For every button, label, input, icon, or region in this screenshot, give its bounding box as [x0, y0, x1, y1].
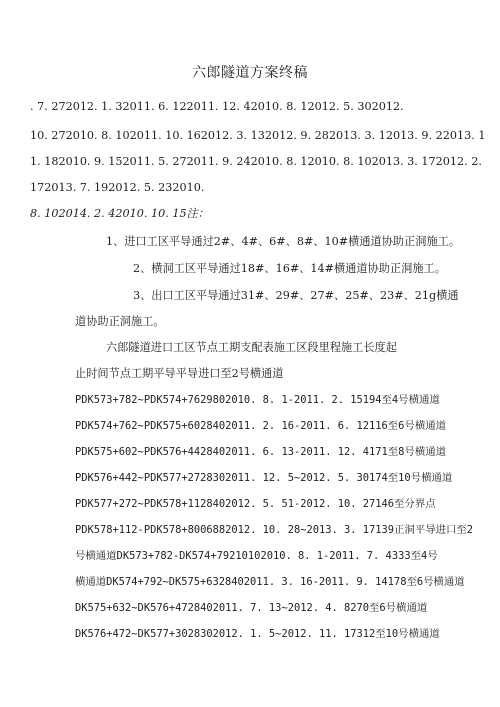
page-title: 六郎隧道方案终稿 [192, 65, 308, 81]
schedule-row-9: DK575+632~DK576+4728402011. 7. 13~2012. 4. 8270至6号横通道 [75, 602, 428, 614]
schedule-row-8: 横通道DK574+792~DK575+6328402011. 3. 16-2011. 9. 14178至6号横通道 [75, 576, 465, 588]
table-heading-line-2: 止时间节点工期平导平导进口至2号横通道 [75, 367, 284, 380]
schedule-row-4: PDK576+442~PDK577+2728302011. 12. 5~2012. 5. 30174至10号横通道 [75, 472, 453, 484]
schedule-row-2: PDK574+762~PDK575+6028402011. 2. 16-2011. 6. 12116至6号横通道 [75, 420, 446, 432]
text-line-1: . 7. 272012. 1. 32011. 6. 122011. 12. 42010. 8. 12012. 5. 302012. [30, 100, 404, 113]
schedule-row-5: PDK577+272~PDK578+1128402012. 5. 51-2012. 10. 27146至分界点 [75, 498, 436, 510]
note-item-3-cont: 道协助正洞施工。 [75, 315, 165, 328]
schedule-row-10: DK576+472~DK577+3028302012. 1. 5~2012. 11. 17312至10号横通道 [75, 628, 440, 640]
text-line-3: 1. 182010. 9. 152011. 5. 272011. 9. 242010. 8. 12010. 8. 102013. 3. 172012. 2. [30, 155, 482, 168]
schedule-row-1: PDK573+782~PDK574+7629802010. 8. 1-2011. 2. 15194至4号横通道 [75, 394, 440, 406]
text-line-4: 172013. 7. 192012. 5. 232010. [30, 181, 205, 194]
text-line-5: 8. 102014. 2. 42010. 10. 15注： [30, 207, 209, 220]
schedule-row-6: PDK578+112-PDK578+8006882012. 10. 28~2013. 3. 17139正洞平导进口至2 [75, 524, 474, 536]
note-item-1: 1、进口工区平导通过2#、4#、6#、8#、10#横通道协助正洞施工。 [106, 235, 461, 248]
schedule-row-7: 号横通道DK573+782-DK574+79210102010. 8. 1-2011. 7. 4333至4号 [75, 550, 438, 562]
text-line-2: 10. 272010. 8. 102011. 10. 162012. 3. 132012. 9. 282013. 3. 12013. 9. 22013. 1 [30, 129, 486, 142]
note-item-3: 3、出口工区平导通过31#、29#、27#、25#、23#、21g横通 [133, 289, 459, 302]
schedule-row-3: PDK575+602~PDK576+4428402011. 6. 13-2011. 12. 4171至8号横通道 [75, 446, 446, 458]
note-item-2: 2、横洞工区平导通过18#、16#、14#横通道协助正洞施工。 [133, 262, 446, 275]
table-heading-line-1: 六郎隧道进口工区节点工期支配表施工区段里程施工长度起 [106, 341, 397, 354]
